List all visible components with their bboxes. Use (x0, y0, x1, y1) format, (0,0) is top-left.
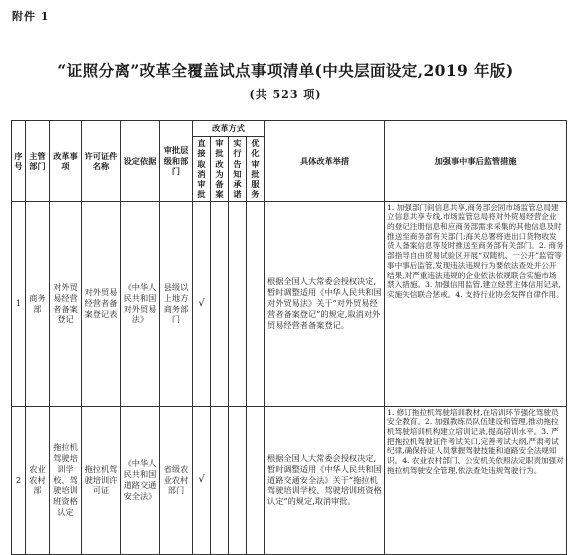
cell-mode-filing (211, 201, 229, 406)
header-license: 许可证件名称 (82, 121, 121, 202)
cell-mode-promise (229, 201, 247, 406)
header-mode-promise: 实行告知承诺 (229, 137, 247, 202)
cell-level: 省级农业农村部门 (160, 406, 193, 554)
header-supervision: 加强事中事后监管措施 (385, 121, 567, 202)
cell-measures: 根据全国人大常委会授权决定,暂时调整适用《中华人民共和国道路交通安全法》关于“拖拉机驾驶培训学校、驾驶培训班资格认定”的规定,取消审批。 (265, 406, 385, 554)
cell-dept: 商务部 (26, 201, 50, 406)
header-no: 序号 (12, 121, 26, 202)
cell-mode-cancel: √ (193, 201, 211, 406)
cell-dept: 农业农村部 (26, 406, 50, 554)
cell-no: 2 (12, 406, 26, 554)
cell-level: 县级以上地方商务部门 (160, 201, 193, 406)
document-title: “证照分离”改革全覆盖试点事项清单(中央层面设定,2019 年版) (57, 61, 514, 80)
header-dept: 主管部门 (26, 121, 50, 202)
header-level: 审批层级和部门 (160, 121, 193, 202)
cell-no: 1 (12, 201, 26, 406)
attachment-label: 附件 1 (12, 10, 50, 23)
table-row (12, 406, 567, 554)
header-mode-cancel: 直接取消审批 (193, 137, 211, 202)
cell-mode-promise (229, 406, 247, 554)
cell-mode-cancel: √ (193, 406, 211, 554)
header-basis: 设定依据 (121, 121, 160, 202)
cell-license: 对外贸易经营者备案登记表 (82, 201, 121, 406)
cell-basis: 《中华人民共和国对外贸易法》 (121, 201, 160, 406)
header-reform-group: 改革方式 (193, 121, 265, 137)
cell-license: 拖拉机驾驶培训许可证 (82, 406, 121, 554)
document-subtitle: (共 523 项) (249, 88, 322, 101)
reform-items-table (11, 120, 567, 555)
cell-measures: 根据全国人大常委会授权决定,暂时调整适用《中华人民共和国对外贸易法》关于“对外贸易经营者备案登记”的规定,取消对外贸易经营者备案登记。 (265, 201, 385, 406)
cell-item: 拖拉机驾驶培训学校、驾驶培训班资格认定 (50, 406, 82, 554)
cell-supervision: 1. 加强部门间信息共享,商务部会同市场监管总局建立信息共享专线,市场监管总局将对外贸易经营企业的登记注册信息和应商务部需求采集的其他信息及时推送至商务部有关部门;海关总署将进出口货物收发货人备案信息等及时推送至商务部有关部门。2. 商务部指导自由贸易试验区开展“双随机、一公开”监管等事中事后监管,发现违法违规行为要依法查处并公开结果,对严重违法违规的企业依法依规联合实施市场禁入措施。3. 加强信用监管,建立经营主体信用记录,实施失信联合惩戒。4. 支持行业协会发挥自律作用。 (385, 201, 567, 406)
cell-mode-optimize (247, 201, 265, 406)
cell-supervision: 1. 修订拖拉机驾驶培训教材,在培训环节强化驾驶员安全教育。2. 加强教练员队伍建设和管理,推动拖拉机驾驶培训机构建立培训记录,提高培训水平。3. 严把拖拉机驾驶证件考试关口,完善考试大纲,严肃考试纪律,确保持证人员掌握驾驶技能和道路安全法规知识。4. 农业农村部门、公安机关依照法定职责加强对拖拉机驾驶安全管理,依法查处违规驾驶行为。 (385, 406, 567, 554)
header-item: 改革事项 (50, 121, 82, 202)
cell-mode-filing (211, 406, 229, 554)
header-measures: 具体改革举措 (265, 121, 385, 202)
table-row (12, 201, 567, 406)
cell-item: 对外贸易经营者备案登记 (50, 201, 82, 406)
cell-mode-optimize (247, 406, 265, 554)
header-mode-filing: 审批改为备案 (211, 137, 229, 202)
cell-basis: 《中华人民共和国道路交通安全法》 (121, 406, 160, 554)
header-mode-optimize: 优化审批服务 (247, 137, 265, 202)
table-header-row (12, 121, 567, 137)
